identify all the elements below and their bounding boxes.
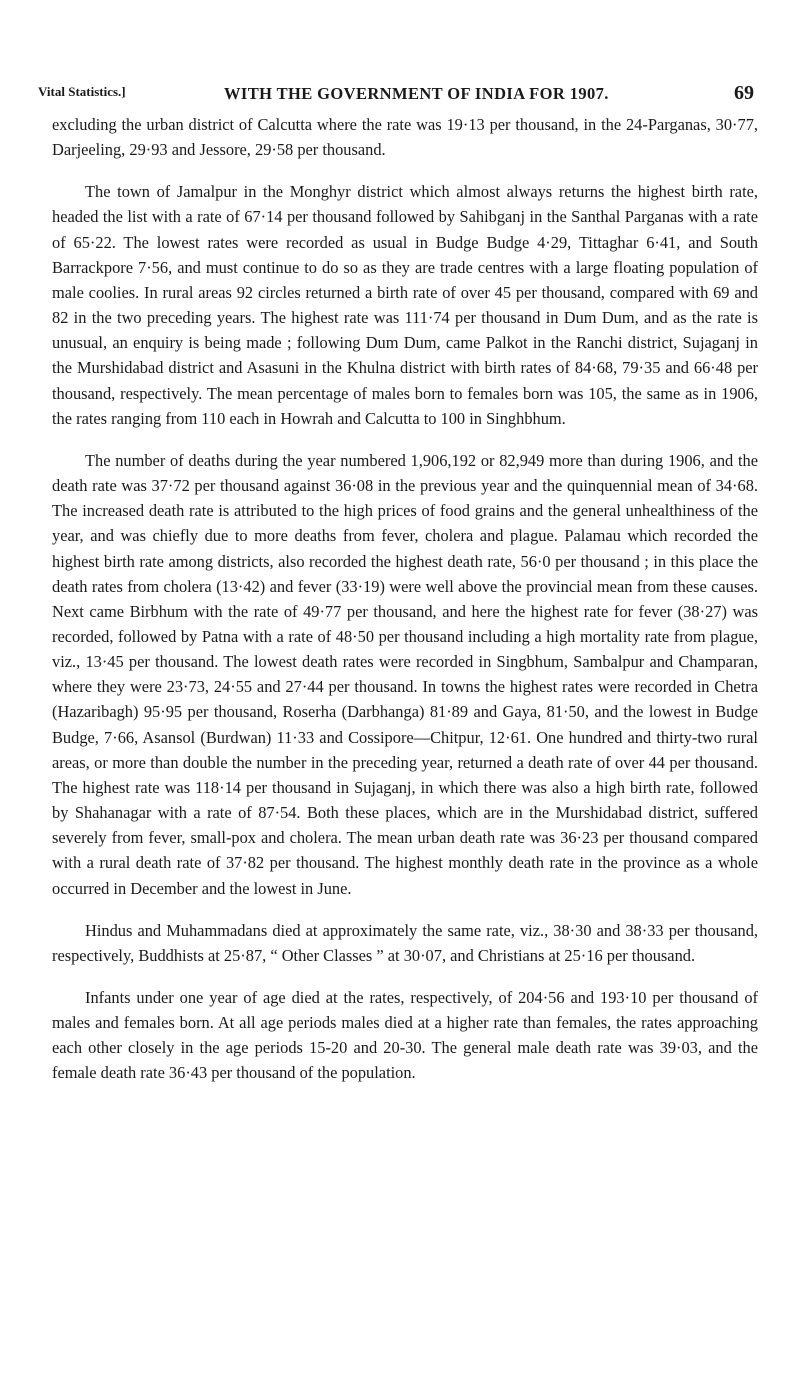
page-number: 69 [734,82,754,104]
section-label: Vital Statistics.] [38,84,126,99]
paragraph-birth-rates: The town of Jamalpur in the Monghyr district which almost always returns the highest birth rate, headed the list with a rate of 67·14 per thousand followed by Sahibganj in the Santhal Parganas with a rate of 65·22. The lowest rates were recorded as usual in Budge Budge 4·29, Tittaghar 6·41, and South Barrackpore 7·56, and must continue to do so as they are trade centres with a large floating population of male coolies. In rural areas 92 circles returned a birth rate of over 45 per thousand, compared with 69 and 82 in the two preceding years. The highest rate was 111·74 per thousand in Dum Dum, and as the rate is unusual, an enquiry is being made ; following Dum Dum, came Palkot in the Ranchi district, Sujaganj in the Murshidabad district and Asasuni in the Khulna district with birth rates of 84·68, 79·35 and 66·48 per thousand, respectively. The mean percentage of males born to females born was 105, the same as in 1906, the rates ranging from 110 each in Howrah and Calcutta to 100 in Singhbhum. [52,182,758,428]
paragraph-religion-rates: Hindus and Muhammadans died at approximately the same rate, viz., 38·30 and 38·33 per thousand, respectively, Buddhists at 25·87, “ Other Classes ” at 30·07, and Christians at 25·16 per thousand. [52,920,758,965]
document-page [38,70,758,1086]
paragraph-continuation: excluding the urban district of Calcutta where the rate was 19·13 per thousand, in the 24-Parganas, 30·77, Darjeeling, 29·93 and Jessore, 29·58 per thousand. [52,115,758,160]
paragraph-death-rates: The number of deaths during the year numbered 1,906,192 or 82,949 more than during 1906, and the death rate was 37·72 per thousand against 36·08 in the previous year and the quinquennial mean of 34·68. The increased death rate is attributed to the high prices of food grains and the general unhealthiness of the year, and was chiefly due to more deaths from fever, cholera and plague. Palamau which recorded the highest birth rate among districts, also recorded the highest death rate, 56·0 per thousand ; in this place the death rates from cholera (13·42) and fever (33·19) were well above the provincial mean from these causes. Next came Birbhum with the rate of 49·77 per thousand, and here the highest rate for fever (38·27) was recorded, followed by Patna with a rate of 48·50 per thousand including a high mortality rate from plague, viz., 13·45 per thousand. The lowest death rates were recorded in Singbhum, Sambalpur and Champaran, where they were 23·73, 24·55 and 27·44 per thousand. In towns the highest rates were recorded in Chetra (Hazaribagh) 95·95 per thousand, Roserha (Darbhanga) 81·89 and Gaya, 81·50, and the lowest in Budge Budge, 7·66, Asansol (Burdwan) 11·33 and Cossipore—Chitpur, 12·61. One hundred and thirty-two rural areas, or more than double the number in the preceding year, returned a death rate of over 44 per thousand. The highest rate was 118·14 per thousand in Sujaganj, in which there was also a high birth rate, followed by Shahanagar with a rate of 87·54. Both these places, which are in the Murshidabad district, suffered severely from fever, small-pox and cholera. The mean urban death rate was 36·23 per thousand compared with a rural death rate of 37·82 per thousand. The highest monthly death rate in the province as a whole occurred in December and the lowest in June. [52,450,758,898]
running-title: WITH THE GOVERNMENT OF INDIA FOR 1907. [224,84,609,103]
paragraph-infant-mortality: Infants under one year of age died at the rates, respectively, of 204·56 and 193·10 per thousand of males and females born. At all age periods males died at a higher rate than females, the rates approaching each other closely in the age periods 15-20 and 20-30. The general male death rate was 39·03, and the female death rate 36·43 per thousand of the population. [52,988,758,1083]
running-header [38,70,758,104]
